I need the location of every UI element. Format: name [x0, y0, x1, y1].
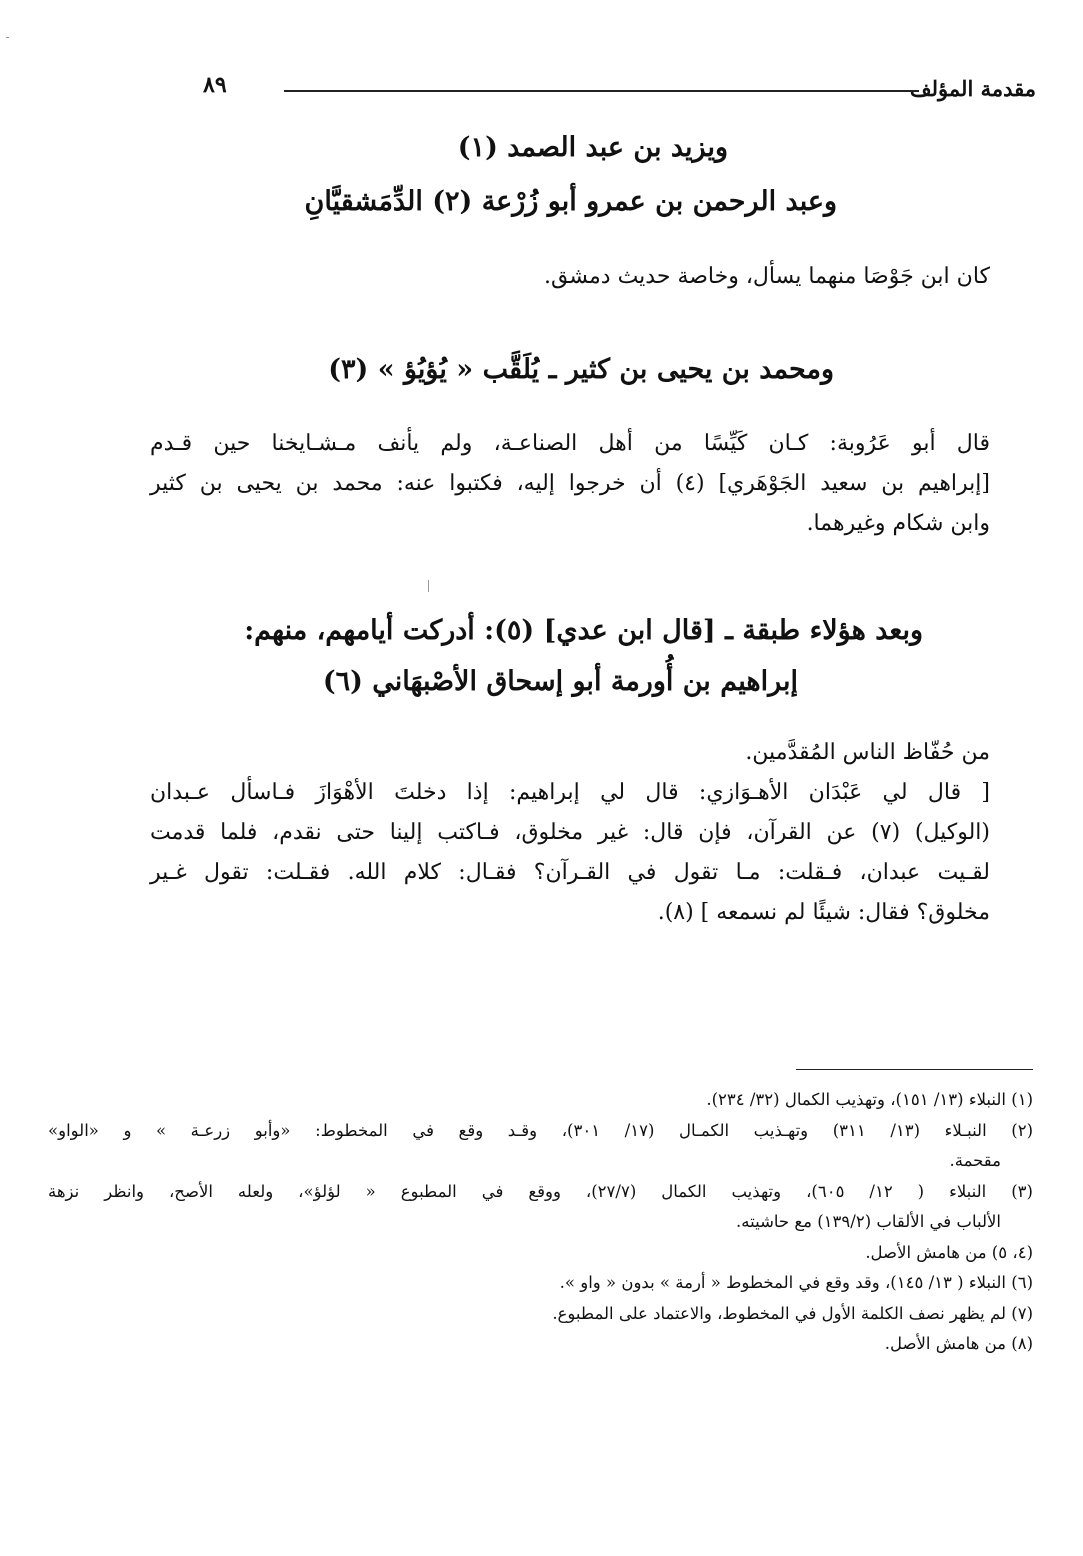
heading-muhammad-bin-yahya: ومحمد بن يحيى بن كثير ـ يُلَقَّب « يُؤيُؤ » (٣) — [328, 354, 834, 385]
footnote-rule — [796, 1069, 1033, 1070]
running-header-title: مقدمة المؤلف — [909, 76, 1036, 101]
footnote-4-5: (٤، ٥) من هامش الأصل. — [865, 1242, 1033, 1262]
text-line: [إبراهيم بن سعيد الجَوْهَري] (٤) أن خرجوا إليه، فكتبوا عنه: محمد بن يحيى بن كثير — [150, 471, 990, 496]
text-line: لقـيت عبدان، فـقلت: مـا تقول في القـرآن؟ فقـال: كلام الله. فقـلت: تقول غـير — [150, 860, 990, 885]
text-line: من حُفّاظ الناس المُقدَّمين. — [745, 740, 990, 765]
heading-yazid: ويزيد بن عبد الصمد (١) — [457, 132, 728, 163]
paragraph-abu-aruba — [150, 424, 990, 544]
footnote-2: (٢) النبـلاء (١٣/ ٣١١) وتهـذيب الكمـال (١٧/ ٣٠١)، وقـد وقع في المخطوط: «وأبو زرعـة » و «الواو» — [48, 1120, 1033, 1140]
scan-corner-mark: ـ — [6, 30, 9, 41]
scan-artifact — [428, 580, 429, 592]
heading-abd-al-rahman: وعبد الرحمن بن عمرو أبو زُرْعة (٢) الدِّمَشقيَّانِ — [304, 186, 837, 217]
footnote-6: (٦) النبلاء ( ١٣/ ١٤٥)، وقد وقع في المخطوط « أرمة » بدون « واو ». — [559, 1273, 1033, 1292]
footnote-8: (٨) من هامش الأصل. — [884, 1334, 1033, 1353]
heading-ibrahim-bin-urma: إبراهيم بن أُورمة أبو إسحاق الأصْبهَاني (٦) — [322, 666, 798, 697]
page-number: ٨٩ — [203, 72, 227, 98]
footnote-7: (٧) لم يظهر نصف الكلمة الأول في المخطوط، والاعتماد على المطبوع. — [552, 1303, 1033, 1323]
heading-tabaqa: وبعد هؤلاء طبقة ـ [قال ابن عدي] (٥): أدركت أيامهم، منهم: — [244, 615, 923, 646]
text-line: [ قال لي عَبْدَان الأهـوَازي: قال لي إبراهيم: إذا دخلتَ الأهْوَازَ فـاسأل عـبدان — [150, 780, 990, 805]
text-line: (الوكيل) (٧) عن القرآن، فإن قال: غير مخلوق، فـاكتب إلينا حتى نقدم، فلما قدمت — [150, 820, 990, 845]
text-line: مخلوق؟ فقال: شيئًا لم نسمعه ] (٨). — [657, 900, 990, 925]
footnote-1: (١) النبلاء (١٣/ ١٥١)، وتهذيب الكمال (٣٢/ ٢٣٤). — [706, 1090, 1033, 1109]
footnote-3-continued: الألباب في الألقاب (١٣٩/٢) مع حاشيته. — [736, 1212, 1001, 1231]
header-rule — [284, 90, 919, 92]
text-line: وابن شكام وغيرهما. — [806, 511, 990, 536]
text-line: قال أبو عَرُوبة: كـان كَيِّسًا من أهل الصناعـة، ولم يأنف مـشـايخنا حين قـدم — [150, 431, 990, 456]
text-line: كان ابن جَوْصَا منهما يسأل، وخاصة حديث دمشق. — [544, 264, 990, 289]
footnotes — [48, 1085, 1033, 1360]
footnote-2-continued: مقحمة. — [949, 1151, 1001, 1170]
paragraph-ibn-jawsa — [150, 257, 990, 297]
paragraph-ibrahim — [150, 733, 990, 933]
footnote-3: (٣) النبلاء ( ١٢/ ٦٠٥)، وتهذيب الكمال (٢٧/٧)، ووقع في المطبوع « لؤلؤ»، ولعله الأصح، وانظر نزهة — [48, 1181, 1033, 1201]
